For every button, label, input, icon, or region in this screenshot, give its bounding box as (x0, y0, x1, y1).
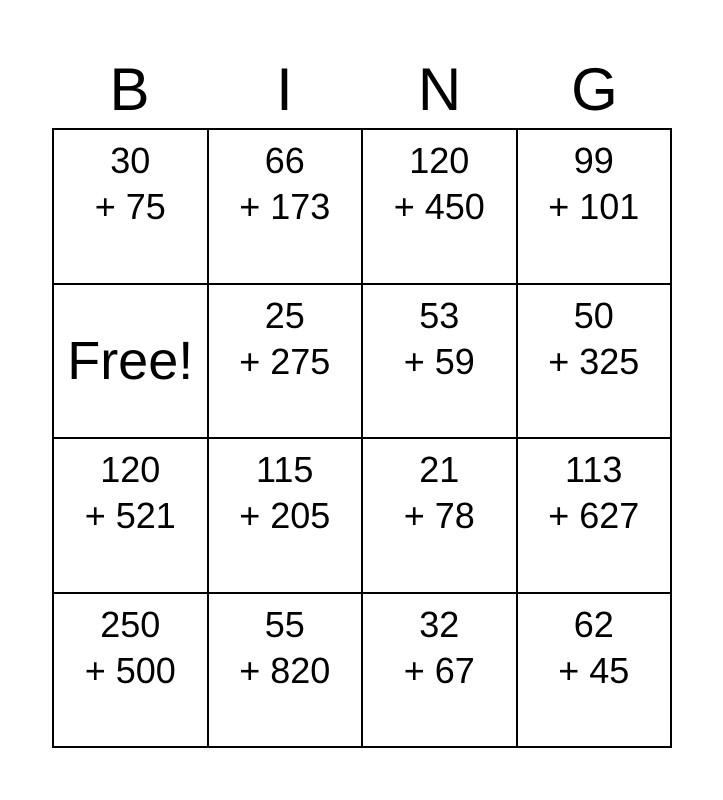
bingo-cell[interactable] (363, 285, 518, 440)
cell-addend-top: 120 (409, 140, 470, 181)
bingo-cell[interactable] (518, 130, 673, 285)
cell-addend-top: 32 (419, 603, 460, 645)
cell-addend-bottom: + 75 (94, 186, 166, 227)
cell-addend-bottom: + 627 (548, 495, 640, 536)
cell-addend-top: 21 (419, 449, 460, 490)
bingo-cell[interactable] (209, 594, 364, 749)
bingo-header (52, 52, 672, 128)
bingo-cell[interactable] (209, 439, 364, 594)
header-letter-n: N (417, 56, 462, 123)
cell-addend-bottom: + 521 (84, 495, 176, 536)
bingo-cell[interactable] (518, 439, 673, 594)
free-space-cell[interactable] (54, 285, 209, 440)
cell-addend-top: 115 (256, 449, 314, 490)
header-letter-b: B (109, 56, 150, 123)
cell-addend-top: 113 (565, 449, 623, 490)
cell-addend-bottom: + 325 (548, 340, 640, 382)
cell-addend-bottom: + 450 (393, 186, 485, 227)
bingo-cell[interactable] (518, 285, 673, 440)
cell-addend-bottom: + 78 (403, 495, 475, 536)
cell-addend-bottom: + 275 (239, 340, 331, 382)
cell-addend-top: 99 (573, 140, 614, 181)
bingo-cell[interactable] (363, 130, 518, 285)
cell-addend-bottom: + 205 (239, 495, 331, 536)
bingo-cell[interactable] (54, 130, 209, 285)
cell-addend-bottom: + 59 (403, 340, 475, 382)
cell-addend-top: 250 (100, 603, 161, 645)
bingo-cell[interactable] (209, 130, 364, 285)
cell-addend-top: 30 (110, 140, 151, 181)
cell-addend-top: 25 (264, 294, 305, 336)
free-space-label: Free! (67, 330, 194, 391)
bingo-cell[interactable] (363, 439, 518, 594)
cell-addend-top: 120 (100, 449, 161, 490)
bingo-card-grid (52, 128, 672, 748)
cell-addend-top: 62 (573, 603, 614, 645)
cell-addend-bottom: + 101 (548, 186, 640, 227)
cell-addend-bottom: + 67 (403, 649, 475, 691)
cell-addend-bottom: + 500 (84, 649, 176, 691)
bingo-cell[interactable] (54, 594, 209, 749)
bingo-cell[interactable] (54, 439, 209, 594)
cell-addend-bottom: + 173 (239, 186, 331, 227)
header-letter-g: G (571, 56, 618, 123)
cell-addend-bottom: + 820 (239, 649, 331, 691)
cell-addend-top: 50 (573, 294, 614, 336)
cell-addend-bottom: + 45 (558, 649, 630, 691)
cell-addend-top: 53 (419, 294, 460, 336)
bingo-cell[interactable] (363, 594, 518, 749)
cell-addend-top: 66 (264, 140, 305, 181)
bingo-cell[interactable] (209, 285, 364, 440)
header-letter-i: I (276, 56, 293, 123)
bingo-cell[interactable] (518, 594, 673, 749)
cell-addend-top: 55 (264, 603, 305, 645)
